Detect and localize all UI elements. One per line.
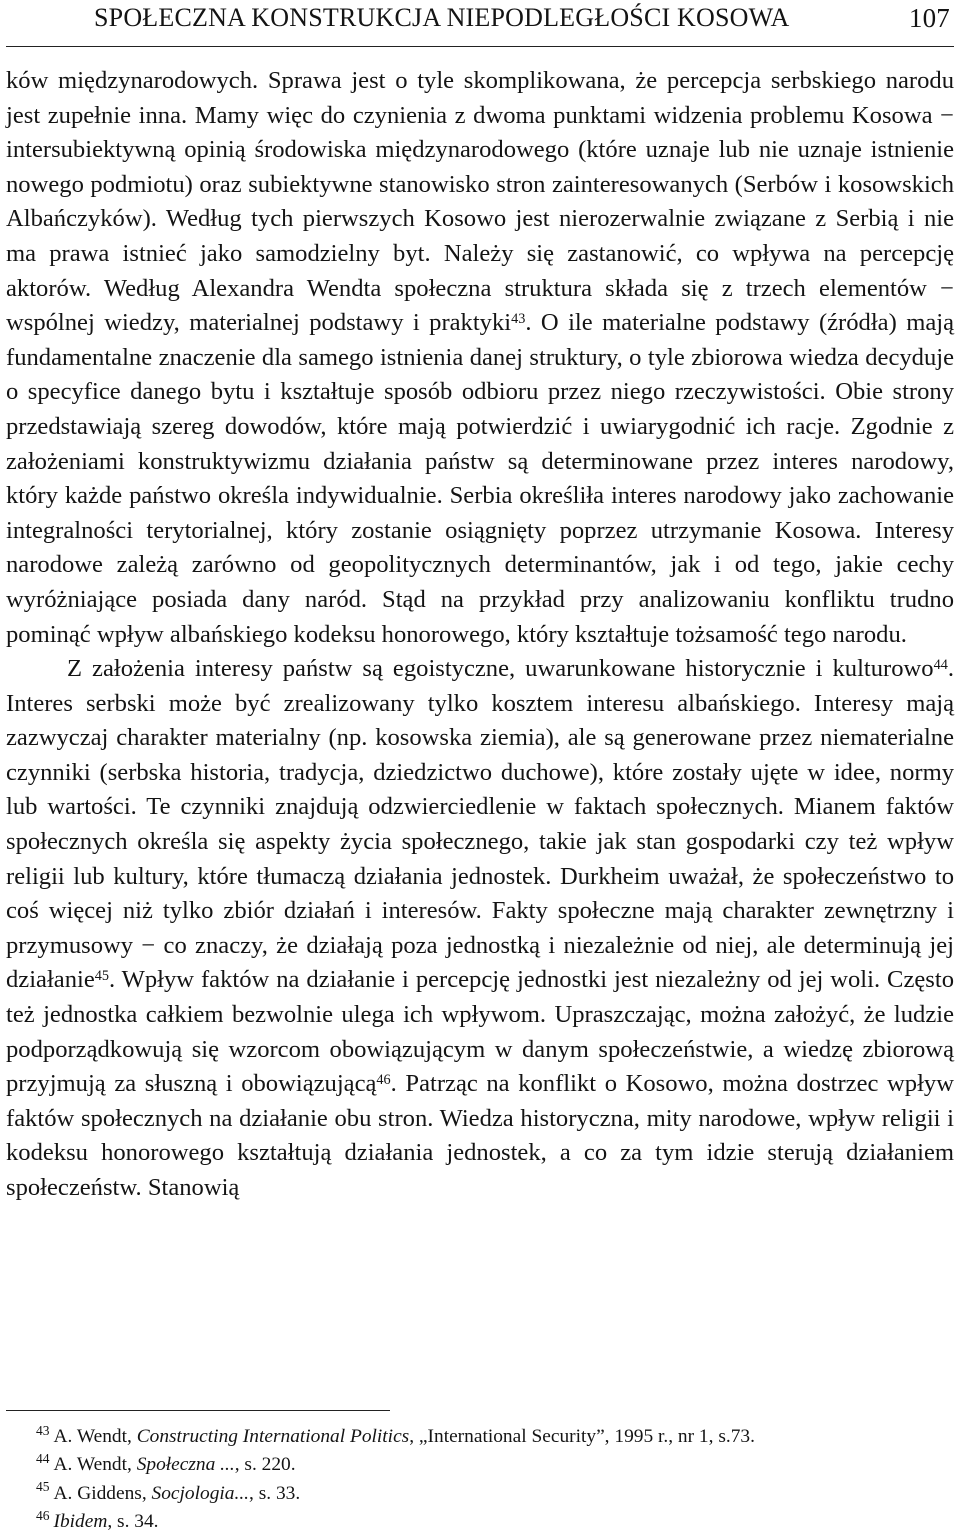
paragraph-1 bbox=[6, 64, 954, 652]
footnote-details: , s. 34. bbox=[107, 1511, 159, 1533]
footnote-title: Constructing International Politics bbox=[136, 1426, 410, 1447]
footnote-details: , s. 33. bbox=[249, 1482, 301, 1504]
paragraph-text: ków międzynarodowych. Sprawa jest o tyle skomplikowana, że percepcja serbskiego narodu jest zupełnie inna. Mamy więc do czynienia z dwoma punktami widzenia problemu Kosowa − intersubiektywną opinią środowiska międzynarodowego (które uznaje lub nie uznaje istnienie nowego podmiotu) oraz subiektywne stanowisko stron zainteresowanych (Serbów i kosowskich Albańczyków). Według tych pierwszych Kosowo jest nierozerwalnie związane z Serbią i nie ma prawa istnieć jako samodzielny byt. Należy się zastanowić, co wpływa na percepcję aktorów. Według Alexandra Wendta społeczna struktura składa się z trzech elementów − wspólnej wiedzy, materialnej podstawy i praktyki bbox=[6, 67, 954, 337]
footnote-title: Ibidem bbox=[53, 1511, 108, 1533]
footnote-45 bbox=[36, 1480, 946, 1508]
footnote-number: 44 bbox=[36, 1450, 50, 1466]
paragraph-2 bbox=[6, 652, 954, 1206]
paragraph-text: . O ile materialne podstawy (źródła) mają fundamentalne znaczenie dla samego istnienia danej struktury, o tyle zbiorowa wiedza decyduje o specyfice danego bytu i kształtuje sposób odbioru przez niego rzeczywistości. Obie strony przedstawiają szereg dowodów, które mają potwierdzić i uwiarygodnić ich racje. Zgodnie z założeniami konstruktywizmu działania państw są determinowane przez interes narodowy, który każde państwo określa indywidualnie. Serbia określiła interes narodowy jako zachowanie integralności terytorialnej, który zostanie osiągnięty poprzez utrzymanie Kosowa. Interesy narodowe zależą zarówno od geopolitycznych determinantów, jak i od tego, jakie cechy wyróżniające posiada dany naród. Stąd na przykład przy analizowaniu konfliktu trudno pominąć wpływ albańskiego kodeksu honorowego, który kształtuje tożsamość tego narodu. bbox=[6, 309, 954, 648]
running-title: SPOŁECZNA KONSTRUKCJA NIEPODLEGŁOŚCI KOSOWA bbox=[94, 3, 790, 32]
footnote-43 bbox=[36, 1423, 946, 1451]
paragraph-text: Z założenia interesy państw są egoistyczne, uwarunkowane historycznie i kulturowo bbox=[67, 655, 934, 683]
running-header bbox=[6, 0, 954, 47]
paragraph-text: . Wpływ faktów na działanie i percepcję jednostki jest niezależny od jej woli. Często też jednostka całkiem bezwolnie ulega ich wpływom. Upraszczając, można założyć, że ludzie podporządkowują się wzorcom obowiązującym w danym społeczeństwie, a wiedzę zbiorową przyjmują za słuszną i obowiązującą bbox=[6, 966, 954, 1098]
footnote-number: 45 bbox=[36, 1479, 50, 1495]
footnote-number: 43 bbox=[36, 1422, 50, 1438]
footnote-number: 46 bbox=[36, 1507, 50, 1523]
footnote-separator bbox=[6, 1410, 390, 1411]
footnote-author: A. Giddens, bbox=[53, 1482, 152, 1504]
footnote-reference-43: 43 bbox=[511, 310, 526, 327]
footnotes bbox=[36, 1423, 946, 1537]
footnote-46 bbox=[36, 1508, 946, 1536]
footnote-details: , „International Security”, 1995 r., nr 1, s.73. bbox=[409, 1426, 755, 1447]
footnote-reference-44: 44 bbox=[933, 656, 948, 673]
main-text bbox=[6, 64, 954, 1206]
footnote-author: A. Wendt, bbox=[53, 1426, 137, 1447]
footnote-title: Socjologia... bbox=[151, 1482, 250, 1504]
footnote-author: A. Wendt, bbox=[53, 1454, 137, 1476]
footnote-details: , s. 220. bbox=[234, 1454, 296, 1476]
page-number: 107 bbox=[908, 3, 950, 33]
footnote-reference-46: 46 bbox=[376, 1072, 391, 1089]
footnote-title: Społeczna ... bbox=[136, 1454, 235, 1476]
paragraph-text: . Interes serbski może być zrealizowany tylko kosztem interesu albańskiego. Interesy mają zazwyczaj charakter materialny (np. kosowska ziemia), ale są generowane przez niematerialne czynniki (serbska historia, tradycja, dziedzictwo duchowe), które zostały ujęte w idee, normy lub wartości. Te czynniki znajdują odzwierciedlenie w faktach społecznych. Mianem faktów społecznych określa się aspekty życia społecznego, takie jak stan gospodarki czy też wpływ religii lub kultury, które tłumaczą działania jednostek. Durkheim uważał, że społeczeństwo to coś więcej niż tylko zbiór działań i interesów. Fakty społeczne mają charakter zewnętrzny i przymusowy − co znaczy, że działają poza jednostką i niezależnie od niej, ale determinują jej działanie bbox=[6, 655, 954, 994]
footnote-reference-45: 45 bbox=[94, 968, 110, 985]
paragraph-text: . Patrząc na konflikt o Kosowo, można dostrzec wpływ faktów społecznych na działanie obu stron. Wiedza historyczna, mity narodowe, wpływ religii i kodeksu honorowego kształtują działania jednostek, a co za tym idzie sterują działaniem społeczeństw. Stanowią bbox=[6, 1070, 954, 1201]
footnote-44 bbox=[36, 1451, 946, 1479]
